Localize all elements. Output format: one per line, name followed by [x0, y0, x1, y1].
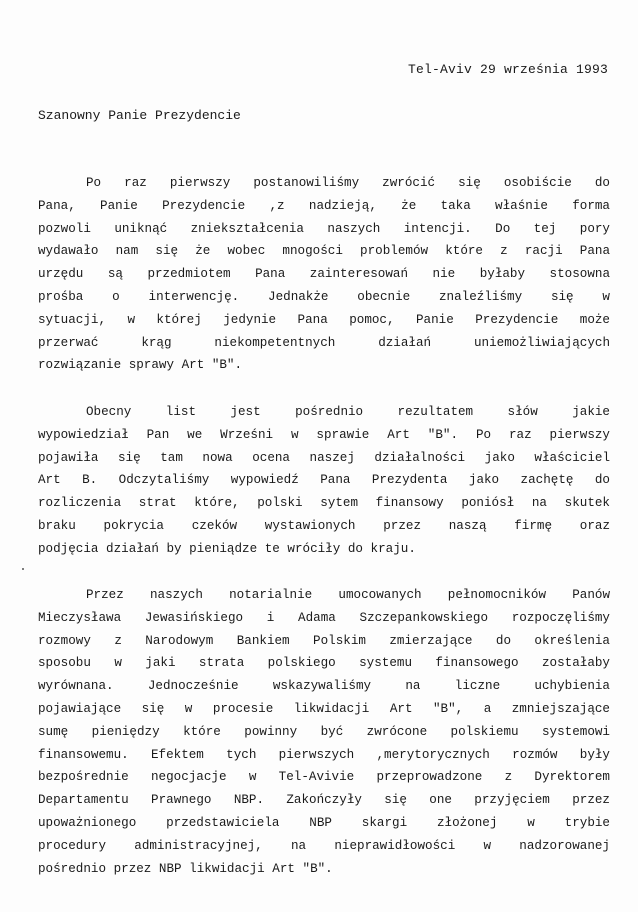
text-line: Pana, Panie Prezydencie ,z nadzieją, że taka właśnie forma — [38, 198, 610, 213]
text-line: pozwoli uniknąć zniekształcenia naszych intencji. Do tej pory — [38, 221, 610, 236]
text-line: upoważnionego przedstawiciela NBP skargi złożonej w trybie — [38, 815, 610, 830]
text-line: procedury administracyjnej, na nieprawidłowości w nadzorowanej — [38, 838, 610, 853]
paragraph-3 — [38, 584, 610, 880]
text-line: pośrednio przez NBP likwidacji Art "B". — [38, 861, 333, 876]
paragraph-2 — [38, 401, 610, 561]
scan-speck — [22, 568, 24, 570]
text-line: Przez naszych notarialnie umocowanych pełnomocników Panów — [86, 588, 610, 602]
text-line: pojawiające się w procesie likwidacji Art "B", a zmniejszające — [38, 701, 610, 716]
text-line: sytuacji, w której jedynie Pana pomoc, Panie Prezydencie może — [38, 312, 610, 327]
text-line: wydawało nam się że wobec mnogości problemów które z racji Pana — [38, 244, 610, 259]
paragraph-1 — [38, 172, 610, 377]
text-line: braku pokrycia czeków wystawionych przez naszą firmę oraz — [38, 518, 610, 533]
text-line: bezpośrednie negocjacje w Tel-Avivie przeprowadzone z Dyrektorem — [38, 770, 610, 785]
text-line: rozmowy z Narodowym Bankiem Polskim zmierzające do określenia — [38, 633, 610, 648]
text-line: urzędu są przedmiotem Pana zainteresowań nie byłaby stosowna — [38, 267, 610, 282]
text-line: przerwać krąg niekompetentnych działań uniemożliwiających — [38, 335, 610, 350]
text-line: wyrównana. Jednocześnie wskazywaliśmy na liczne uchybienia — [38, 679, 610, 694]
text-line: Art B. Odczytaliśmy wypowiedź Pana Prezydenta jako zachętę do — [38, 473, 610, 488]
text-line: sposobu w jaki strata polskiego systemu finansowego zostałaby — [38, 656, 610, 671]
text-line: prośba o interwencję. Jednakże obecnie znaleźliśmy się w — [38, 289, 610, 304]
text-line: wypowiedział Pan we Wrześni w sprawie Art "B". Po raz pierwszy — [38, 427, 610, 442]
text-line: Mieczysława Jewasińskiego i Adama Szczepankowskiego rozpoczęliśmy — [38, 610, 610, 625]
text-line: rozwiązanie sprawy Art "B". — [38, 358, 243, 373]
text-line: rozliczenia strat które, polski sytem finansowy poniósł na skutek — [38, 496, 610, 511]
salutation: Szanowny Panie Prezydencie — [38, 108, 241, 123]
text-line: sumę pieniędzy które powinny być zwrócone polskiemu systemowi — [38, 724, 610, 739]
text-line: finansowemu. Efektem tych pierwszych ,merytorycznych rozmów były — [38, 747, 610, 762]
text-line: Departamentu Prawnego NBP. Zakończyły się one przyjęciem przez — [38, 793, 610, 808]
text-line: pojawiła się tam nowa ocena naszej działalności jako właściciel — [38, 450, 610, 465]
text-line: Obecny list jest pośrednio rezultatem słów jakie — [86, 405, 610, 419]
text-line: podjęcia działań by pieniądze te wróciły do kraju. — [38, 541, 416, 556]
letter-date: Tel-Aviv 29 września 1993 — [407, 62, 608, 77]
text-line: Po raz pierwszy postanowiliśmy zwrócić się osobiście do — [86, 176, 610, 190]
